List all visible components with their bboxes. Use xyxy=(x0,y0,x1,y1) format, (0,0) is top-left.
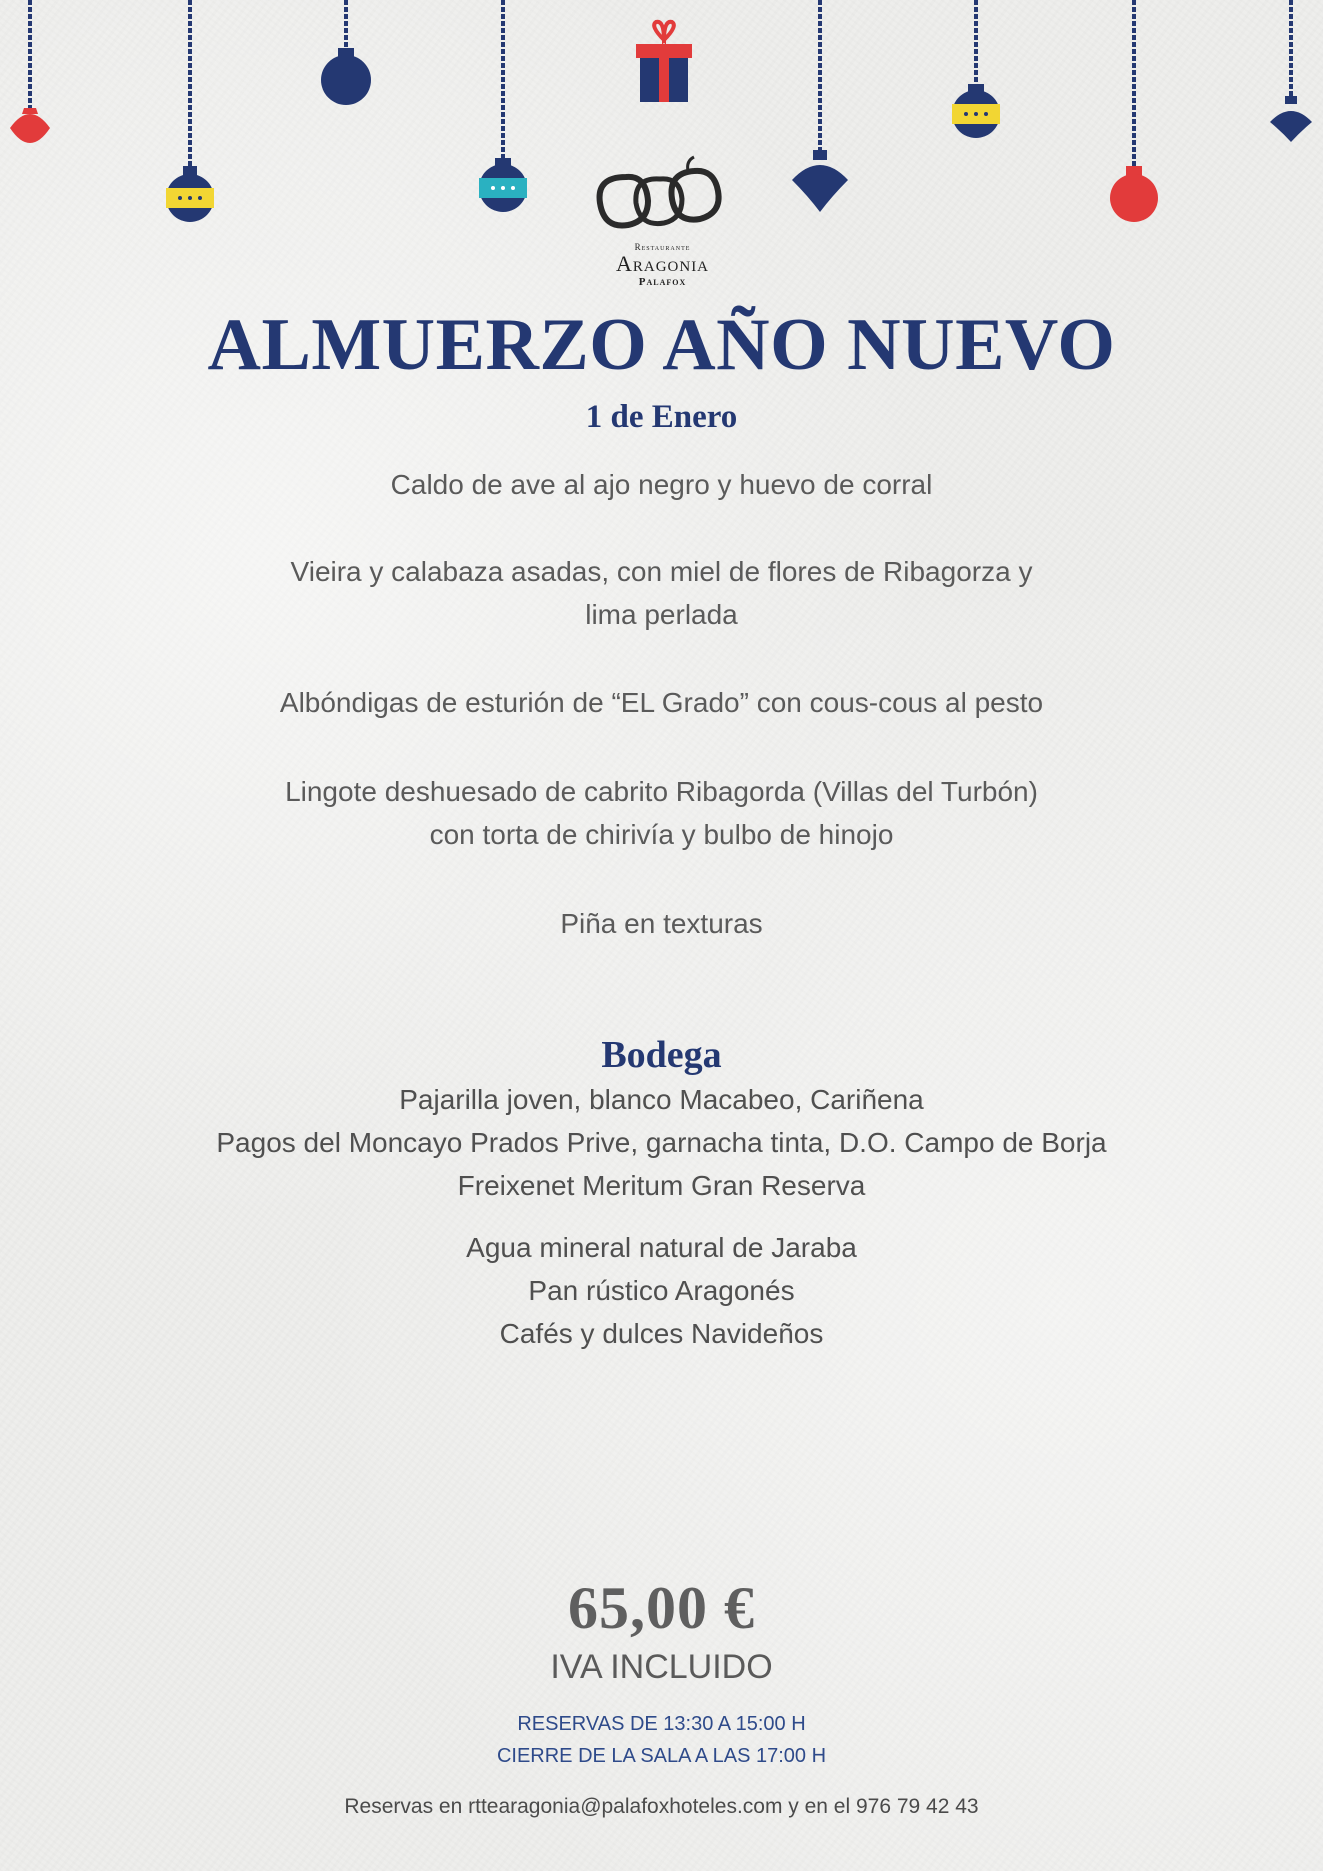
dish-line: Vieira y calabaza asadas, con miel de flores de Ribagorza y xyxy=(290,556,1033,587)
menu-price: 65,00 € xyxy=(568,1575,755,1641)
ornament-icon xyxy=(1270,0,1312,142)
dish-line: con torta de chirivía y bulbo de hinojo xyxy=(429,819,894,850)
dish-line: lima perlada xyxy=(585,599,738,630)
extra-item: Cafés y dulces Navideños xyxy=(499,1318,824,1349)
reservation-hours xyxy=(0,1708,1323,1772)
ornament-icon xyxy=(952,0,1000,138)
wine-item: Pagos del Moncayo Prados Prive, garnacha tinta, D.O. Campo de Borja xyxy=(216,1127,1107,1158)
gift-box-icon xyxy=(636,22,692,102)
hours-line: RESERVAS DE 13:30 A 15:00 H xyxy=(517,1713,806,1735)
tax-note: IVA INCLUIDO xyxy=(550,1648,773,1686)
extras-list xyxy=(0,1226,1323,1355)
ornament-icon xyxy=(1110,0,1158,222)
dish-line: Lingote deshuesado de cabrito Ribagorda (Villas del Turbón) xyxy=(285,776,1038,807)
dish-item xyxy=(0,770,1323,856)
menu-date: 1 de Enero xyxy=(585,399,738,435)
dish-item xyxy=(0,463,1323,506)
bodega-title: Bodega xyxy=(601,1034,722,1076)
ornament-icon xyxy=(321,0,371,105)
logo-name: Aragonia xyxy=(615,251,710,276)
ornament-icon xyxy=(10,0,50,143)
dish-line: Caldo de ave al ajo negro y huevo de corral xyxy=(390,469,933,500)
dish-item xyxy=(0,550,1323,636)
page-title: ALMUERZO AÑO NUEVO xyxy=(207,304,1116,386)
apple-logo-icon xyxy=(590,155,735,235)
logo-small-bottom: Palafox xyxy=(638,276,687,288)
extra-item: Agua mineral natural de Jaraba xyxy=(466,1232,857,1263)
dish-item xyxy=(0,681,1323,724)
restaurant-logo xyxy=(590,155,735,290)
wine-item: Pajarilla joven, blanco Macabeo, Cariñena xyxy=(399,1084,924,1115)
ornament-icon xyxy=(792,0,848,212)
dish-item xyxy=(0,902,1323,945)
contact-info: Reservas en rttearagonia@palafoxhoteles.com y en el 976 79 42 43 xyxy=(344,1795,979,1818)
wine-list xyxy=(0,1078,1323,1207)
ornament-icon xyxy=(166,0,214,222)
wine-item: Freixenet Meritum Gran Reserva xyxy=(457,1170,866,1201)
logo-small-top: Restaurante xyxy=(634,242,691,252)
extra-item: Pan rústico Aragonés xyxy=(528,1275,795,1306)
dish-line: Piña en texturas xyxy=(560,908,763,939)
ornament-icon xyxy=(479,0,527,212)
dish-line: Albóndigas de esturión de “EL Grado” con cous-cous al pesto xyxy=(279,687,1044,718)
hours-line: CIERRE DE LA SALA A LAS 17:00 H xyxy=(496,1745,827,1767)
